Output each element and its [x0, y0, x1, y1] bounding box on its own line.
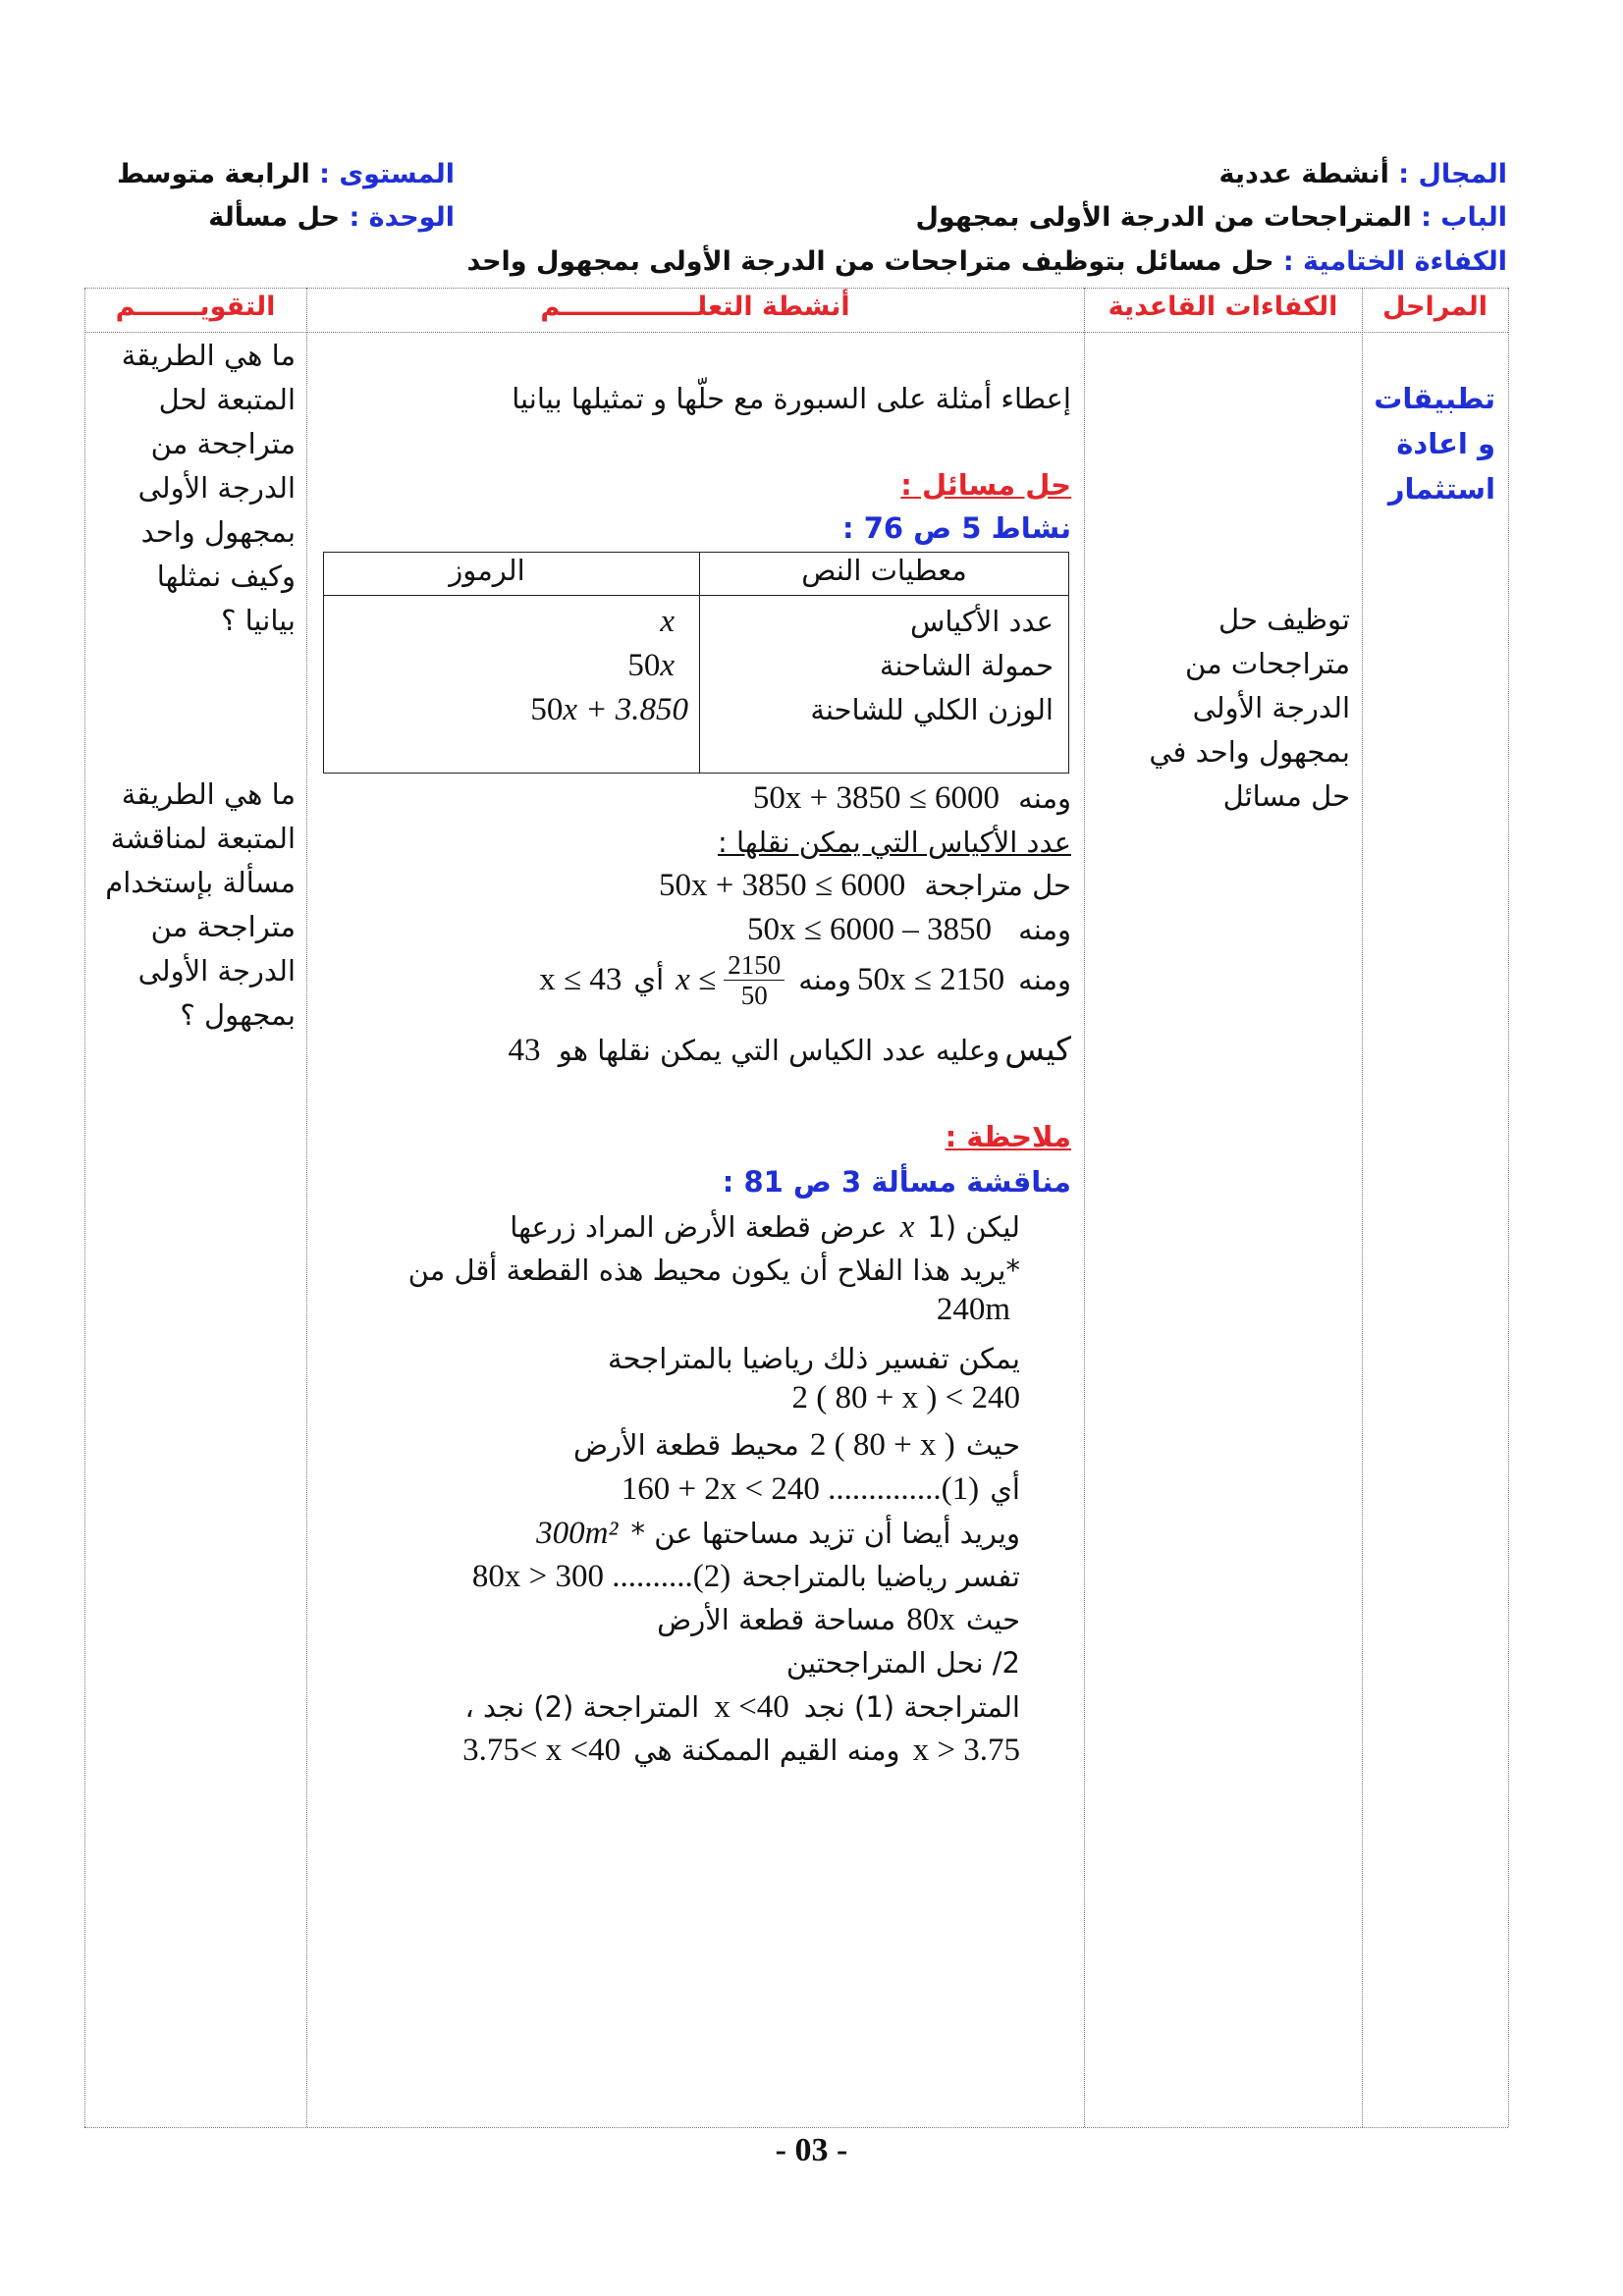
unit-line	[208, 202, 455, 233]
grid-line-2	[306, 288, 307, 2127]
table-header-symbols: الرموز	[449, 554, 525, 587]
hence-word: ومنه	[1018, 913, 1071, 946]
math-expression: 50x + 3850 ≤ 6000	[659, 868, 906, 903]
grid-line-right	[1508, 288, 1509, 2127]
unit-value: حل مسألة	[208, 202, 341, 233]
stage-line-1: تطبيقات	[1374, 382, 1495, 415]
eval-q2-line: ما هي الطريقة	[121, 777, 296, 811]
table-text-row: حمولة الشاحنة	[879, 649, 1054, 682]
eval-q2-line: متراجحة من	[150, 910, 296, 943]
table-header-text: معطيات النص	[801, 554, 967, 587]
p-line-13: 3.75< x <40 ومنه القيم الممكنة هي x > 3.75	[462, 1733, 1020, 1768]
solve-word: حل متراجحة	[924, 869, 1071, 902]
hence-word: ومنه	[1018, 963, 1071, 996]
math-expression: 50x ≤ 6000 – 3850	[746, 912, 993, 947]
p-line-3: 240m	[936, 1292, 1010, 1327]
domain-value: أنشطة عددية	[1218, 159, 1389, 189]
p-line-7: 160 + 2x < 240 ..............(1) أي	[621, 1471, 1020, 1507]
math-variable: x ≤	[676, 962, 717, 997]
stage-cell	[1374, 376, 1495, 511]
competency-line-4: بمجهول واحد في	[1149, 735, 1350, 769]
stage-line-2: و اعادة	[1396, 427, 1495, 460]
derivation-line-1	[753, 776, 1071, 821]
page-number: - 03 -	[775, 2132, 848, 2168]
p-line-2: *يريد هذا الفلاح أن يكون محيط هذه القطعة أقل من	[407, 1254, 1020, 1287]
grid-top-border	[84, 288, 1508, 289]
competency-line-1: توظيف حل	[1217, 603, 1350, 636]
competency-value: حل مسائل بتوظيف متراجحات من الدرجة الأولى بمجهول واحد	[466, 246, 1274, 277]
p-line-5: 2 ( 80 + x ) < 240	[791, 1380, 1020, 1415]
activity-title: نشاط 5 ص 76 :	[842, 511, 1071, 545]
derivation-line-2	[659, 864, 1071, 908]
bags-title: عدد الأكياس التي يمكن نقلها :	[718, 826, 1071, 859]
table-col-symbols-cell	[324, 553, 700, 596]
p-line-6: محيط قطعة الأرض 2 ( 80 + x ) حيث	[572, 1427, 1020, 1463]
competency-line	[467, 246, 1508, 277]
conclusion-line	[508, 1029, 1071, 1073]
table-text-row: الوزن الكلي للشاحنة	[810, 693, 1054, 726]
p-line-8: 300m² * ويريد أيضا أن تزيد مساحتها عن	[536, 1516, 1020, 1551]
derivation-line-3	[747, 908, 1071, 952]
chapter-label: الباب :	[1421, 202, 1507, 233]
p-line-11: 2/ نحل المتراجحتين	[785, 1646, 1020, 1680]
solve-problems-title: حل مسائل :	[900, 468, 1071, 502]
table-text-row: عدد الأكياس	[909, 605, 1054, 638]
data-table	[323, 552, 1069, 774]
eval-q2-line: بمجهول ؟	[180, 998, 296, 1032]
competency-line-3: الدرجة الأولى	[1192, 691, 1350, 724]
unit-label: الوحدة :	[349, 202, 455, 233]
grid-line-left	[84, 288, 85, 2127]
hence-word: ومنه	[798, 963, 852, 996]
grid-header-border	[84, 332, 1508, 333]
stage-line-3: استثمار	[1387, 472, 1495, 506]
table-symbols-cell	[324, 596, 700, 774]
hence-word: ومنه	[1018, 781, 1071, 815]
eval-q2-line: مسألة بإستخدام	[105, 866, 296, 899]
problem-title: مناقشة مسألة 3 ص 81 :	[722, 1165, 1071, 1199]
grid-bottom-border	[84, 2127, 1508, 2128]
p-line-4: يمكن تفسير ذلك رياضيا بالمتراجحة	[608, 1342, 1020, 1375]
that-is-word: أي	[633, 963, 665, 996]
evaluation-question-2	[105, 773, 296, 1038]
col-header-competencies: الكفاءات القاعدية	[1108, 292, 1338, 322]
domain-label: المجال :	[1398, 159, 1507, 189]
eval-q2-line: المتبعة لمناقشة	[110, 822, 296, 855]
domain-line	[1219, 159, 1507, 189]
math-expression: 50x + 3850 ≤ 6000	[752, 780, 1001, 816]
activity-intro: إعطاء أمثلة على السبورة مع حلّها و تمثيلها بيانيا	[512, 382, 1071, 415]
table-text-cell	[700, 596, 1069, 774]
col-header-activities: أنشطة التعلـــــــــــــــم	[540, 292, 850, 322]
eval-q1-line: ما هي الطريقة	[121, 339, 296, 372]
eval-q2-line: الدرجة الأولى	[137, 954, 296, 988]
note-title: ملاحظة :	[945, 1120, 1071, 1153]
eval-q1-line: متراجحة من	[150, 427, 296, 460]
chapter-line	[915, 202, 1507, 233]
eval-q1-line: وكيف نمثلها	[156, 560, 296, 593]
col-header-evaluation: التقويـــــــم	[115, 292, 276, 322]
table-symbol-row: 50x + 3.850	[530, 692, 688, 727]
competency-line-5: حل مسائل	[1222, 779, 1350, 813]
grid-line-4	[1362, 288, 1363, 2127]
level-line	[117, 159, 455, 189]
competency-cell	[1149, 598, 1350, 819]
level-label: المستوى :	[319, 159, 455, 189]
fraction-denominator: 50	[740, 981, 768, 1010]
col-header-stages: المراحل	[1381, 292, 1488, 322]
eval-q1-line: بيانيا ؟	[221, 604, 296, 637]
derivation-line-4	[539, 950, 1071, 1010]
chapter-value: المتراجحات من الدرجة الأولى بمجهول	[915, 202, 1412, 233]
conclusion-value: 43 كيس	[508, 1033, 1071, 1068]
table-symbol-row: 50x	[627, 648, 675, 683]
grid-line-3	[1084, 288, 1085, 2127]
competency-line-2: متراجحات من	[1185, 647, 1350, 680]
p-line-9: 80x > 300 ..........(2) تفسر رياضيا بالمتراجحة	[471, 1559, 1020, 1594]
conclusion-text: وعليه عدد الكياس التي يمكن نقلها هو	[558, 1034, 1001, 1067]
p-line-12: ، المتراجحة (2) نجد x <40 المتراجحة (1) نجد	[464, 1689, 1020, 1725]
competency-label: الكفاءة الختامية :	[1282, 246, 1507, 277]
p-line-1: عرض قطعة الأرض المراد زرعها x 1) ليكن	[510, 1209, 1020, 1245]
eval-q1-line: المتبعة لحل	[158, 383, 296, 416]
eval-q1-line: بمجهول واحد	[140, 515, 296, 549]
table-symbol-row: x	[660, 604, 675, 639]
math-expression: 50x ≤ 2150	[857, 962, 1005, 997]
eval-q1-line: الدرجة الأولى	[137, 471, 296, 505]
evaluation-question-1	[122, 334, 296, 643]
table-col-text-cell	[700, 553, 1069, 596]
fraction-numerator: 2150	[724, 950, 784, 981]
math-expression: x ≤ 43	[539, 962, 622, 997]
fraction	[724, 950, 784, 1010]
p-line-10: مساحة قطعة الأرض 80x حيث	[657, 1602, 1020, 1637]
level-value: الرابعة متوسط	[116, 159, 310, 189]
